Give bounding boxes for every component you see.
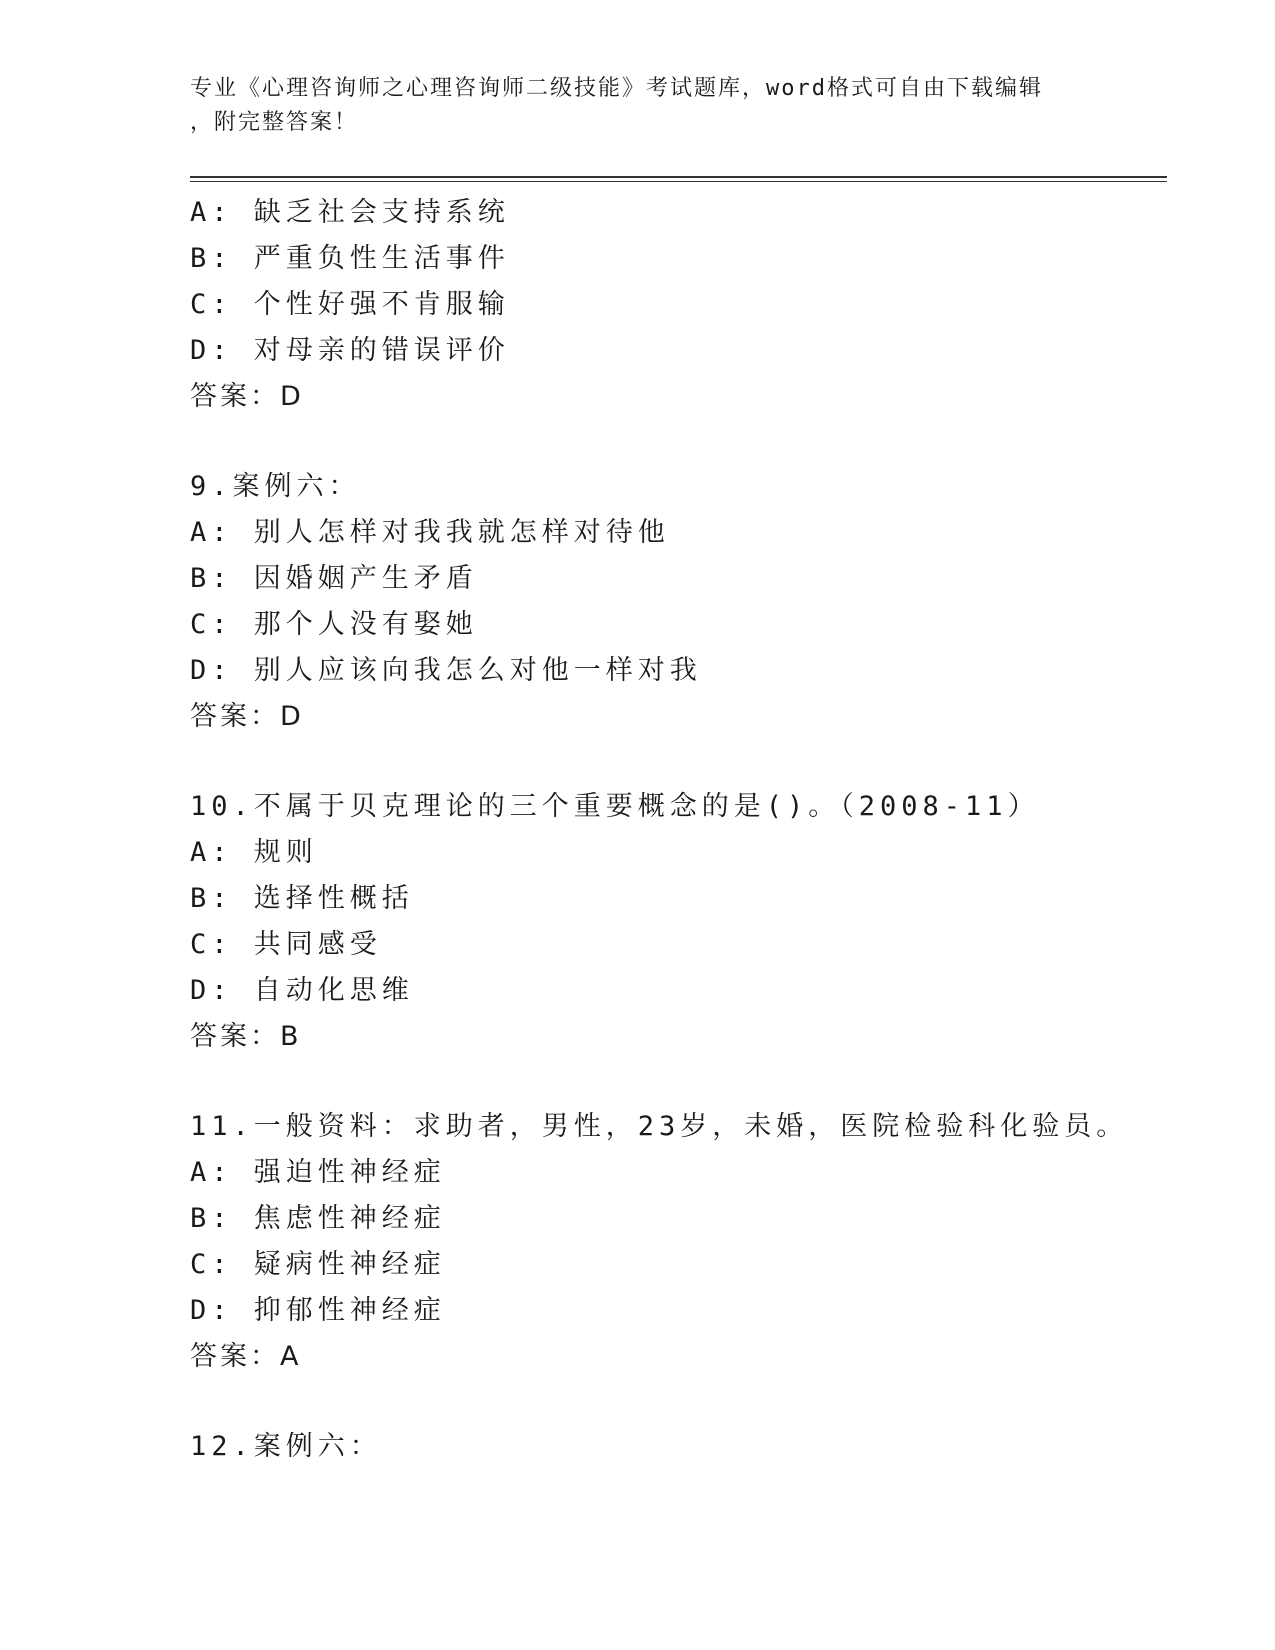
question-12 — [190, 1424, 1167, 1470]
option-d: D: 对母亲的错误评价 — [190, 335, 510, 366]
option-a: A: 别人怎样对我我就怎样对待他 — [190, 517, 670, 548]
option-c: C: 个性好强不肯服输 — [190, 289, 510, 320]
option-d: D: 自动化思维 — [190, 975, 414, 1006]
option-a: A: 规则 — [190, 837, 318, 868]
header-divider-thick — [190, 176, 1167, 178]
header-line-2: ，附完整答案！ — [190, 110, 359, 135]
option-c: C: 疑病性神经症 — [190, 1249, 446, 1280]
question-stem: 12.案例六： — [190, 1431, 382, 1462]
header-line-1: 专业《心理咨询师之心理咨询师二级技能》考试题库，word格式可自由下载编辑 — [190, 76, 1043, 101]
question-list — [190, 190, 1167, 1470]
question-8-continued — [190, 190, 1167, 420]
answer-line: 答案：B — [190, 1021, 302, 1052]
option-d: D: 别人应该向我怎么对他一样对我 — [190, 655, 702, 686]
option-a: A: 缺乏社会支持系统 — [190, 197, 510, 228]
question-stem: 10.不属于贝克理论的三个重要概念的是()。（2008-11） — [190, 791, 1040, 822]
answer-line: 答案：D — [190, 701, 304, 732]
option-b: B: 焦虑性神经症 — [190, 1203, 446, 1234]
document-header — [190, 72, 1090, 140]
answer-line: 答案：A — [190, 1341, 302, 1372]
question-stem: 11.一般资料：求助者，男性，23岁，未婚，医院检验科化验员。 — [190, 1111, 1129, 1142]
option-d: D: 抑郁性神经症 — [190, 1295, 446, 1326]
question-9 — [190, 464, 1167, 740]
option-c: C: 共同感受 — [190, 929, 382, 960]
option-b: B: 严重负性生活事件 — [190, 243, 510, 274]
answer-line: 答案：D — [190, 381, 304, 412]
question-10 — [190, 784, 1167, 1060]
option-a: A: 强迫性神经症 — [190, 1157, 446, 1188]
header-divider-thin — [190, 181, 1167, 182]
option-c: C: 那个人没有娶她 — [190, 609, 478, 640]
option-b: B: 选择性概括 — [190, 883, 414, 914]
question-11 — [190, 1104, 1167, 1380]
question-stem: 9.案例六： — [190, 471, 361, 502]
option-b: B: 因婚姻产生矛盾 — [190, 563, 478, 594]
